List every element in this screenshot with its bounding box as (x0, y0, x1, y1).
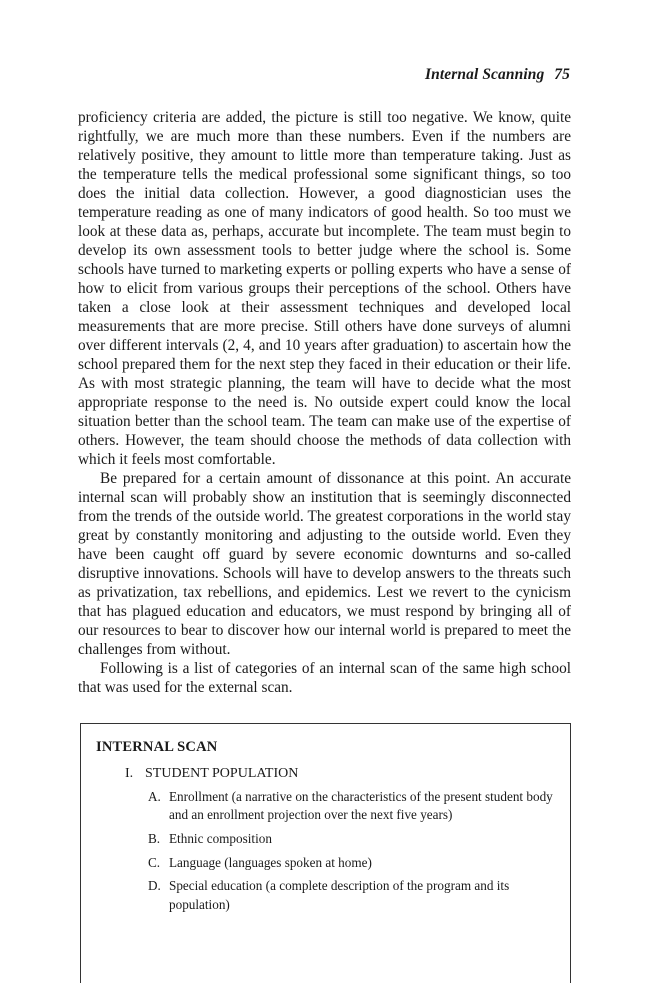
item-letter: A. (148, 789, 161, 804)
list-item (148, 854, 558, 872)
item-letter: B. (148, 830, 161, 846)
list-item (148, 830, 558, 848)
section-title: Internal Scanning (425, 66, 545, 83)
item-letter: C. (148, 854, 161, 870)
internal-scan-box (80, 723, 571, 983)
body-text (78, 108, 571, 697)
section-heading (125, 766, 298, 782)
item-text: Enrollment (a narrative on the characteristics of the present student body and an enrollment projection over the next five years) (169, 789, 553, 823)
section-heading-text: STUDENT POPULATION (145, 766, 299, 781)
list-item (148, 788, 558, 824)
box-title: INTERNAL SCAN (96, 739, 218, 755)
item-letter: D. (148, 878, 161, 894)
item-text: Language (languages spoken at home) (169, 854, 372, 870)
paragraph: Following is a list of categories of an internal scan of the same high school that was used for the external scan. (78, 660, 571, 696)
paragraph: Be prepared for a certain amount of dissonance at this point. An accurate internal scan will probably show an institution that is seemingly disconnected from the trends of the outside world. The greatest corporations in the world stay great by constantly monitoring and adjusting to the outside world. Even they have been caught off guard by severe economic downturns and so-called disruptive innovations. Schools will have to develop answers to the threats such as privatization, tax rebellions, and epidemics. Lest we revert to the cynicism that has plagued education and educators, we must respond by bringing all of our resources to bear to discover how our internal world is prepared to meet the challenges from without. (78, 470, 571, 658)
item-text: Ethnic composition (169, 830, 272, 846)
item-text: Special education (a complete description of the program and its population) (169, 878, 510, 912)
running-head (425, 66, 570, 84)
section-number: I. (125, 766, 134, 781)
list-item (148, 877, 558, 913)
page-number: 75 (554, 66, 570, 83)
paragraph: proficiency criteria are added, the picture is still too negative. We know, quite rightfully, we are much more than these numbers. Even if the numbers are relatively positive, they amount to little more than temperature taking. Just as the temperature tells the medical professional some significant things, so too does the initial data collection. However, a good diagnostician uses the temperature reading as one of many indicators of good health. So too must we look at these data as, perhaps, accurate but incomplete. The team must begin to develop its own assessment tools to better judge where the school is. Some schools have turned to marketing experts or polling experts who have a sense of how to elicit from various groups their perceptions of the school. Others have taken a close look at their assessment techniques and developed local measurements that are more precise. Still others have done surveys of alumni over different intervals (2, 4, and 10 years after graduation) to ascertain how the school prepared them for the next step they faced in their education or their life. As with most strategic planning, the team will have to decide what the most appropriate response to the need is. No outside expert could know the local situation better than the school team. The team can make use of the expertise of others. However, the team should choose the methods of data collection with which it feels most comfortable. (78, 109, 571, 468)
item-list (148, 788, 558, 919)
